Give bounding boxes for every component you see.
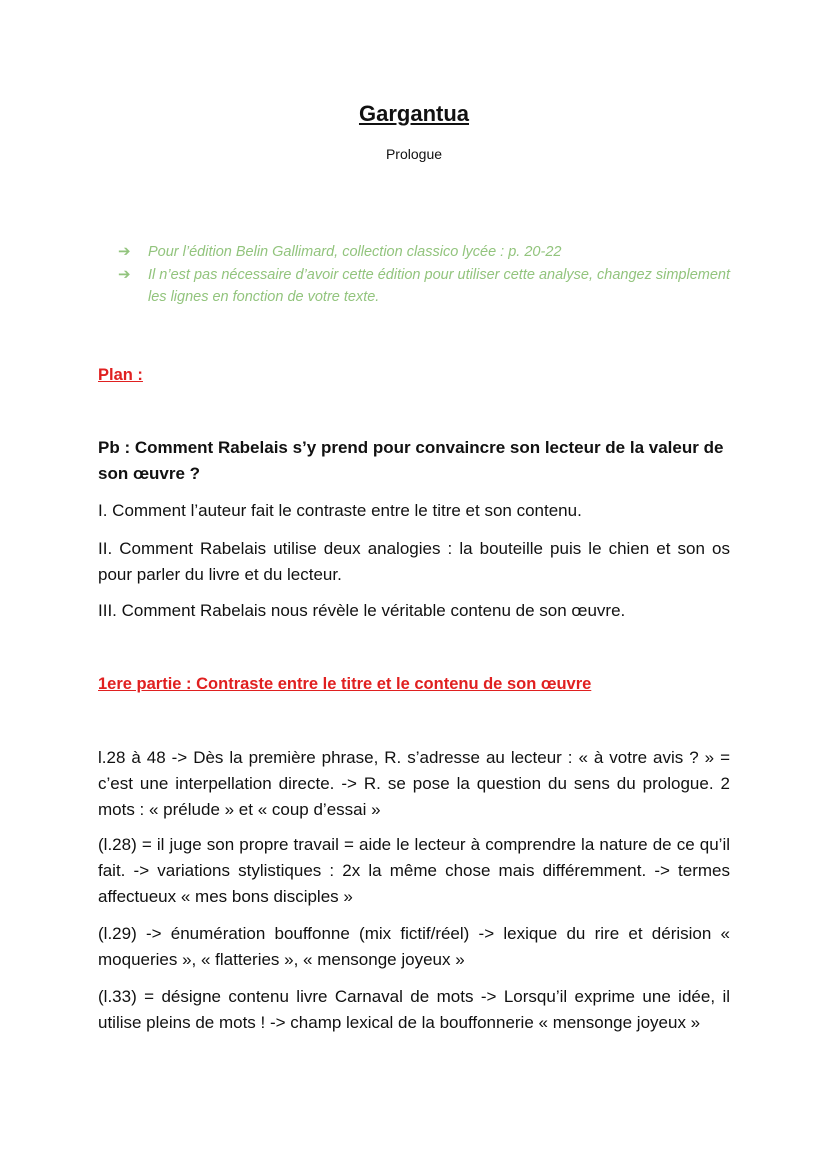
document-subtitle: Prologue	[385, 146, 443, 162]
plan-heading: Plan :	[98, 366, 143, 384]
edition-notes	[118, 241, 730, 309]
plan-item: II. Comment Rabelais utilise deux analogies : la bouteille puis le chien et son os pour parler du livre et du lecteur.	[98, 539, 730, 584]
plan-item: I. Comment l’auteur fait le contraste entre le titre et son contenu.	[98, 501, 582, 520]
part1-heading: 1ere partie : Contraste entre le titre et le contenu de son œuvre	[98, 675, 592, 693]
edition-note-text: Il n’est pas nécessaire d’avoir cette édition pour utiliser cette analyse, changez simplement les lignes en fonction de votre texte.	[148, 266, 730, 305]
analysis-paragraph: (l.29) -> énumération bouffonne (mix fictif/réel) -> lexique du rire et dérision « moqueries », « flatteries », « mensonge joyeux »	[98, 924, 730, 969]
problem-statement: Pb : Comment Rabelais s’y prend pour convaincre son lecteur de la valeur de son œuvre ?	[98, 438, 724, 483]
document-title: Gargantua	[358, 101, 470, 126]
edition-note	[118, 241, 730, 264]
arrow-right-icon: ➔	[118, 243, 131, 260]
plan-item: III. Comment Rabelais nous révèle le véritable contenu de son œuvre.	[98, 601, 626, 620]
analysis-paragraph: (l.28) = il juge son propre travail = aide le lecteur à comprendre la nature de ce qu’il fait. -> variations stylistiques : 2x la même chose mais différemment. -> termes affectueux « mes bons disciples »	[98, 835, 730, 906]
edition-note-text: Pour l’édition Belin Gallimard, collection classico lycée : p. 20-22	[148, 244, 562, 260]
edition-note	[118, 264, 730, 309]
arrow-right-icon: ➔	[118, 265, 131, 283]
analysis-paragraph: l.28 à 48 -> Dès la première phrase, R. s’adresse au lecteur : « à votre avis ? » = c’est une interpellation directe. -> R. se pose la question du sens du prologue. 2 mots : « prélude » et « coup d’essai »	[98, 748, 730, 819]
analysis-paragraph: (l.33) = désigne contenu livre Carnaval de mots -> Lorsqu’il exprime une idée, il utilise pleins de mots ! -> champ lexical de la bouffonnerie « mensonge joyeux »	[98, 987, 730, 1032]
